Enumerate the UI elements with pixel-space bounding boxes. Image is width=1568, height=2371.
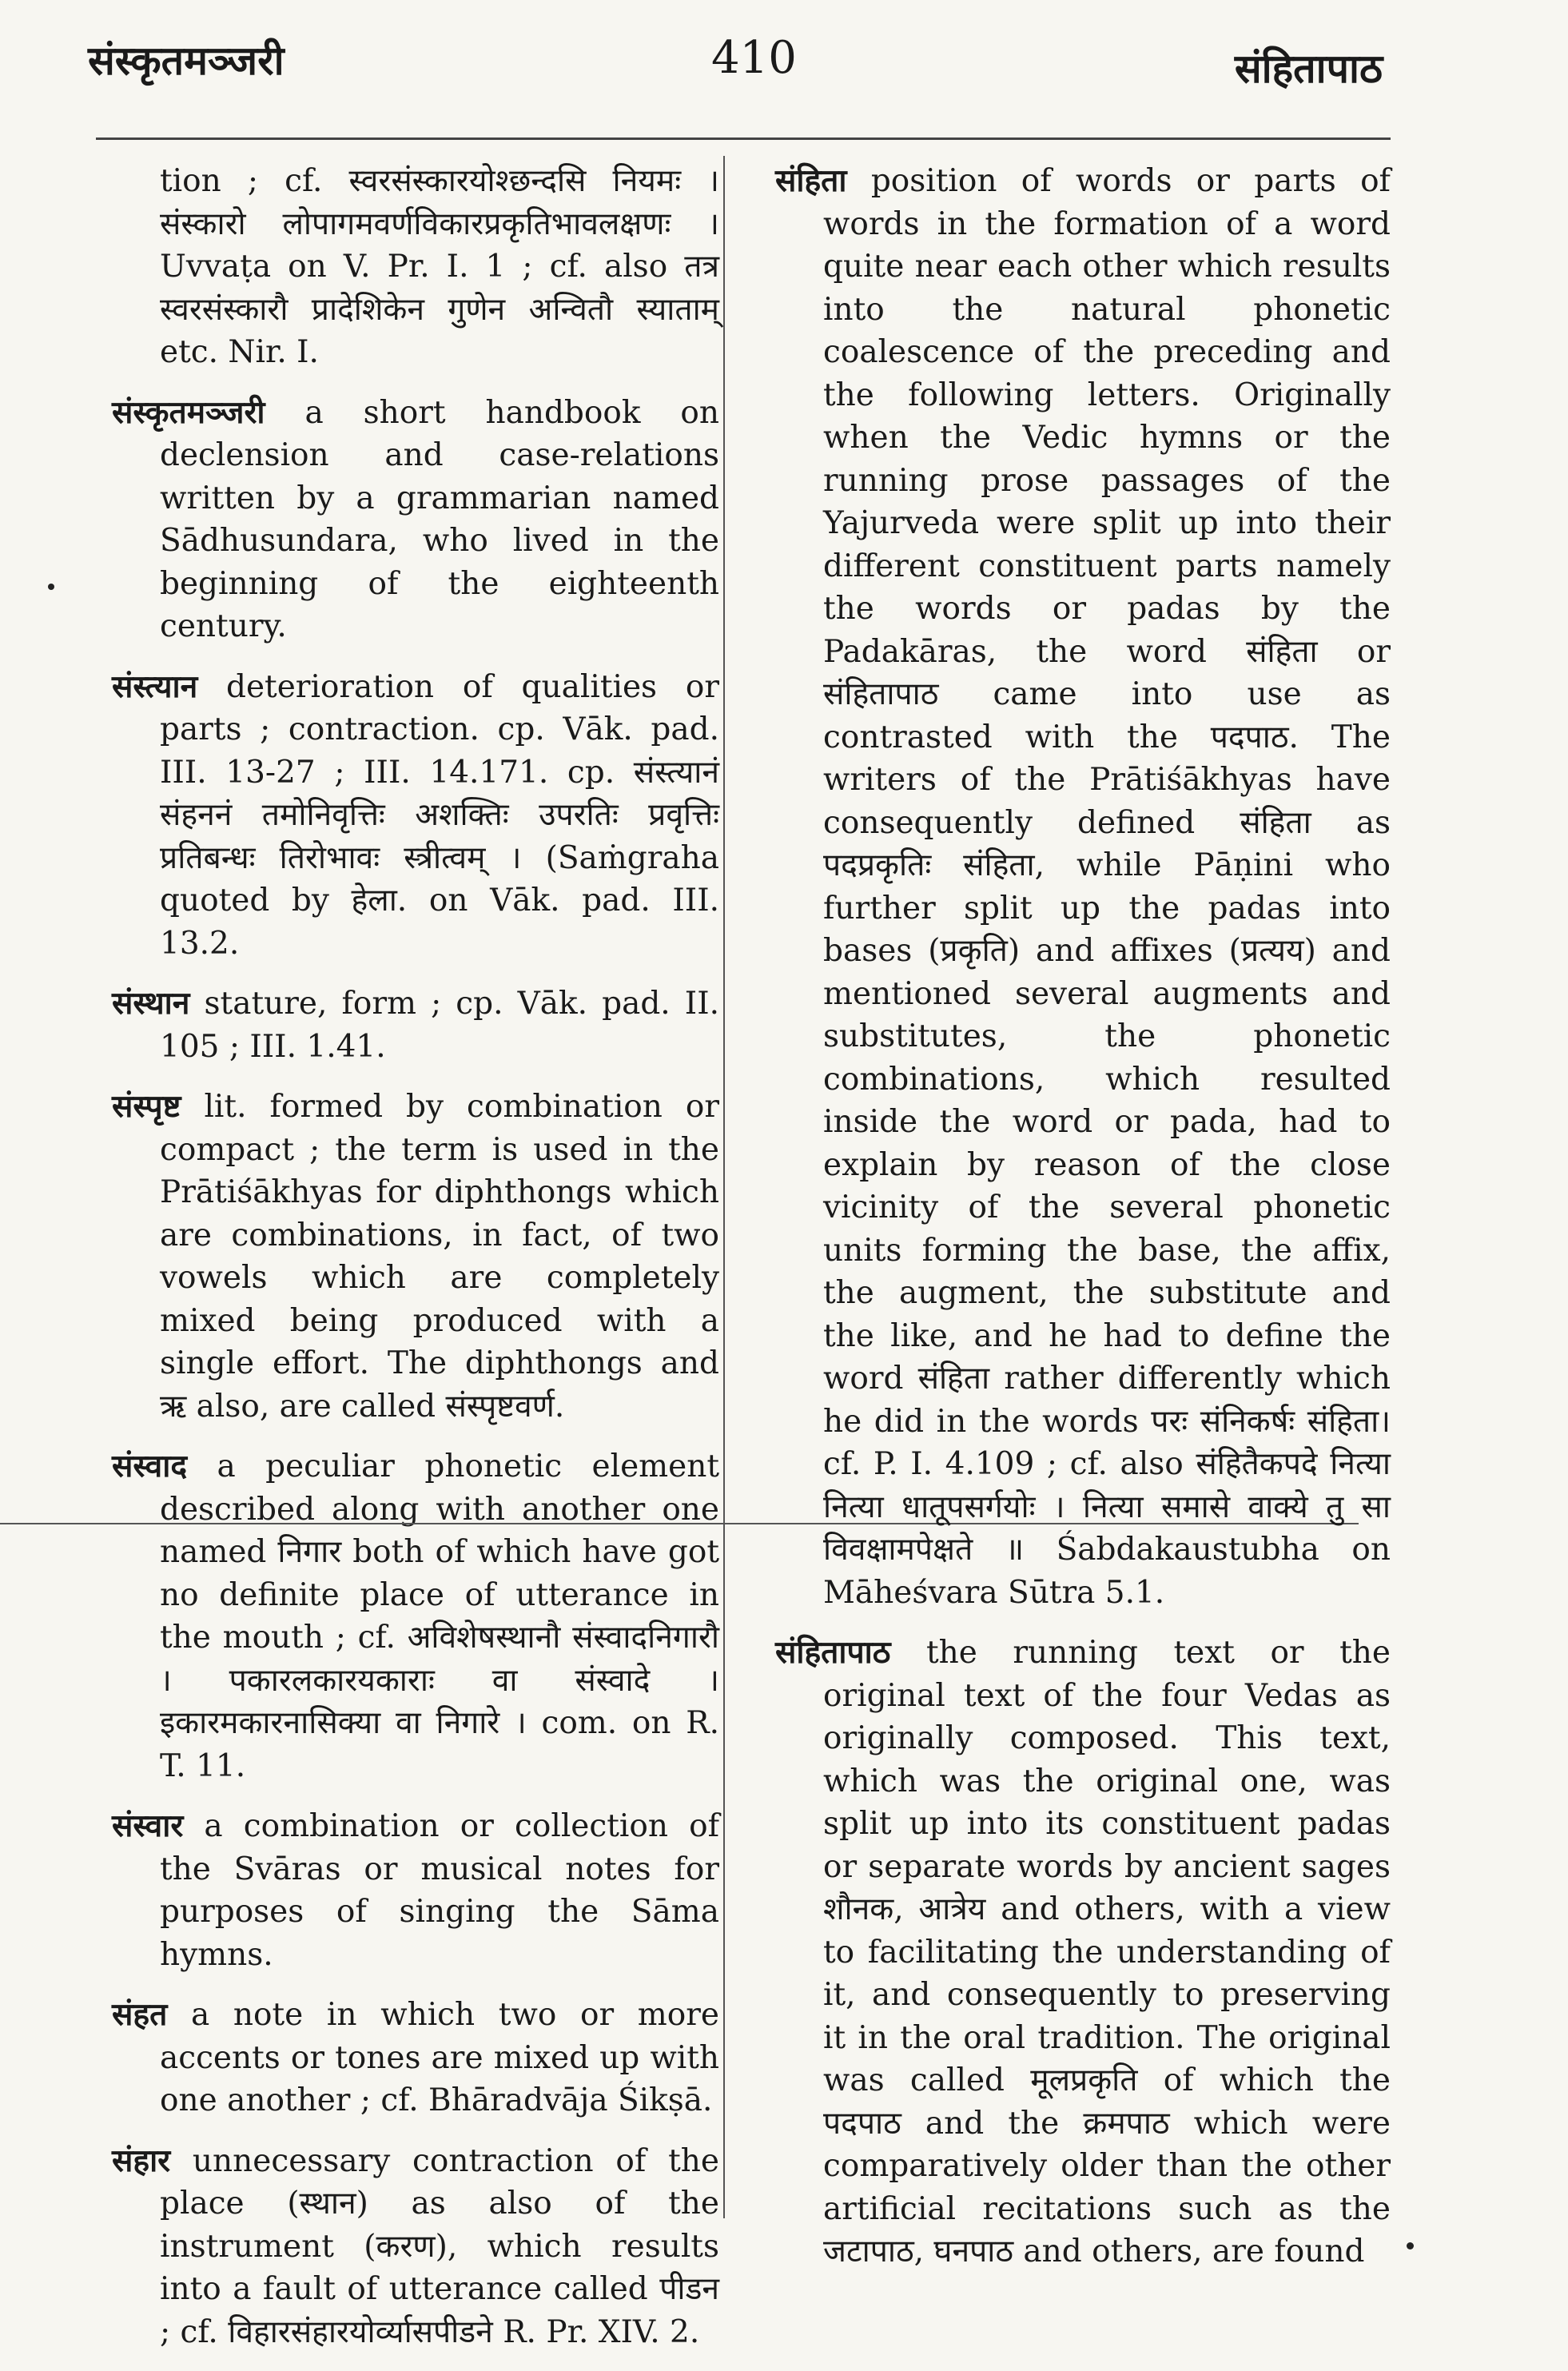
dictionary-entry [112, 392, 719, 648]
dictionary-entry [112, 1445, 719, 1787]
stray-mark [1407, 2242, 1414, 2249]
dictionary-entry [775, 1632, 1391, 2273]
headword: संहितापाठ [775, 1634, 891, 1671]
definition: a note in which two or more accents or tones are mixed up with one another ; cf. Bhāradvāja Śikṣā. [160, 1997, 719, 2118]
dictionary-entry [112, 1994, 719, 2122]
headword: संस्थान [112, 985, 190, 1022]
headword: संहत [112, 1996, 168, 2033]
definition: deterioration of qualities or parts ; contraction. cp. Vāk. pad. III. 13-27 ; III. 14.171. cp. संस्त्यानं संहननं तमोनिवृत्तिः अशक्तिः उपरतिः प्रवृत्तिः प्रतिबन्धः तिरोभावः स्त्रीत्वम् । (Saṁgraha quoted by हेला. on Vāk. pad. III. 13.2. [160, 668, 719, 962]
dictionary-entry [112, 1086, 719, 1428]
continuation-text: tion ; cf. स्वरसंस्कारयोश्छन्दसि नियमः । संस्कारो लोपागमवर्णविकारप्रकृतिभावलक्षणः । Uvvaṭa on V. Pr. I. 1 ; cf. also तत्र स्वरसंस्कारौ प्रादेशिकेन गुणेन अन्वितौ स्याताम् etc. Nir. I. [160, 163, 719, 370]
left-column [112, 160, 719, 2371]
column-divider [723, 156, 725, 2218]
definition: the running text or the original text of the four Vedas as originally composed. This text, which was the original one, was split up into its constituent padas or separate words by ancient sages शौनक, आत्रेय and others, with a view to facilitating the understanding of it, and consequently to preserving it in the oral tradition. The original was called मूलप्रकृति of which the पदपाठ and the क्रमपाठ which were comparatively older than the other artificial recitations such as the जटापाठ, घनपाठ and others, are found [823, 1635, 1391, 2269]
definition: position of words or parts of words in the formation of a word quite near each other which results into the natural phonetic coalescence of the preceding and the following letters. Originally when the Vedic hymns or the running prose passages of the Yajurveda were split up into their different constituent parts namely the words or padas by the Padakāras, the word संहिता or संहितापाठ came into use as contrasted with the पदपाठ. The writers of the Prātiśākhyas have consequently defined संहिता as पदप्रकृतिः संहिता, while Pāṇini who further split up the padas into bases (प्रकृति) and affixes (प्रत्यय) and mentioned several augments and substitutes, the phonetic combinations, which resulted inside the word or pada, had to explain by reason of the close vicinity of the several phonetic units forming the base, the affix, the augment, the substitute and the like, and he had to define the word संहिता rather differently which he did in the words परः संनिकर्षः संहिता। cf. P. I. 4.109 ; cf. also संहितैकपदे नित्या नित्या धातूपसर्गयोः । नित्या समासे वाक्ये तु सा विवक्षामपेक्षते ॥ Śabdakaustubha on Māheśvara Sūtra 5.1. [823, 163, 1391, 1611]
dictionary-entry [112, 666, 719, 966]
page-number: 410 [711, 32, 797, 84]
definition: unnecessary contraction of the place (स्थान) as also of the instrument (करण), which results into a fault of utterance called पीडन ; cf. विहारसंहारयोर्व्यासपीडने R. Pr. XIV. 2. [160, 2142, 719, 2350]
headword: संस्पृष्ट [112, 1088, 181, 1125]
header-right-title: संहितापाठ [1234, 45, 1383, 92]
definition: a short handbook on declension and case-relations written by a grammarian named Sādhusundara, who lived in the beginning of the eighteenth century. [160, 394, 719, 644]
headword: संस्त्यान [112, 667, 198, 705]
dictionary-entry [112, 982, 719, 1068]
headword: संस्वाद [112, 1448, 188, 1484]
header-rule [96, 137, 1391, 140]
right-column [775, 160, 1391, 2291]
dictionary-entry [112, 2140, 719, 2354]
stray-mark [48, 584, 54, 590]
headword: संस्वार [112, 1807, 184, 1844]
definition: lit. formed by combination or compact ; the term is used in the Prātiśākhyas for diphthongs which are combinations, in fact, of two vowels which are completely mixed being produced with a single effort. The diphthongs and ऋ also, are called संस्पृष्टवर्ण. [160, 1089, 719, 1425]
dictionary-entry [775, 160, 1391, 1614]
dictionary-entry [112, 1805, 719, 1976]
headword: संहार [112, 2142, 171, 2179]
headword: संहिता [775, 162, 847, 199]
headword: संस्कृतमञ्जरी [112, 393, 265, 431]
definition: stature, form ; cp. Vāk. pad. II. 105 ; III. 1.41. [160, 986, 719, 1065]
page-header [88, 32, 1383, 104]
definition: a combination or collection of the Svāras or musical notes for purposes of singing the Sāma hymns. [160, 1808, 719, 1973]
header-left-title: संस्कृतमञ्जरी [88, 37, 285, 84]
definition: a peculiar phonetic element described along with another one named निगार both of which have got no definite place of utterance in the mouth ; cf. अविशेषस्थानौ संस्वादनिगारौ । पकारलकारयकाराः वा संस्वादे । इकारमकारनासिक्या वा निगारे । com. on R. T. 11. [160, 1449, 719, 1784]
